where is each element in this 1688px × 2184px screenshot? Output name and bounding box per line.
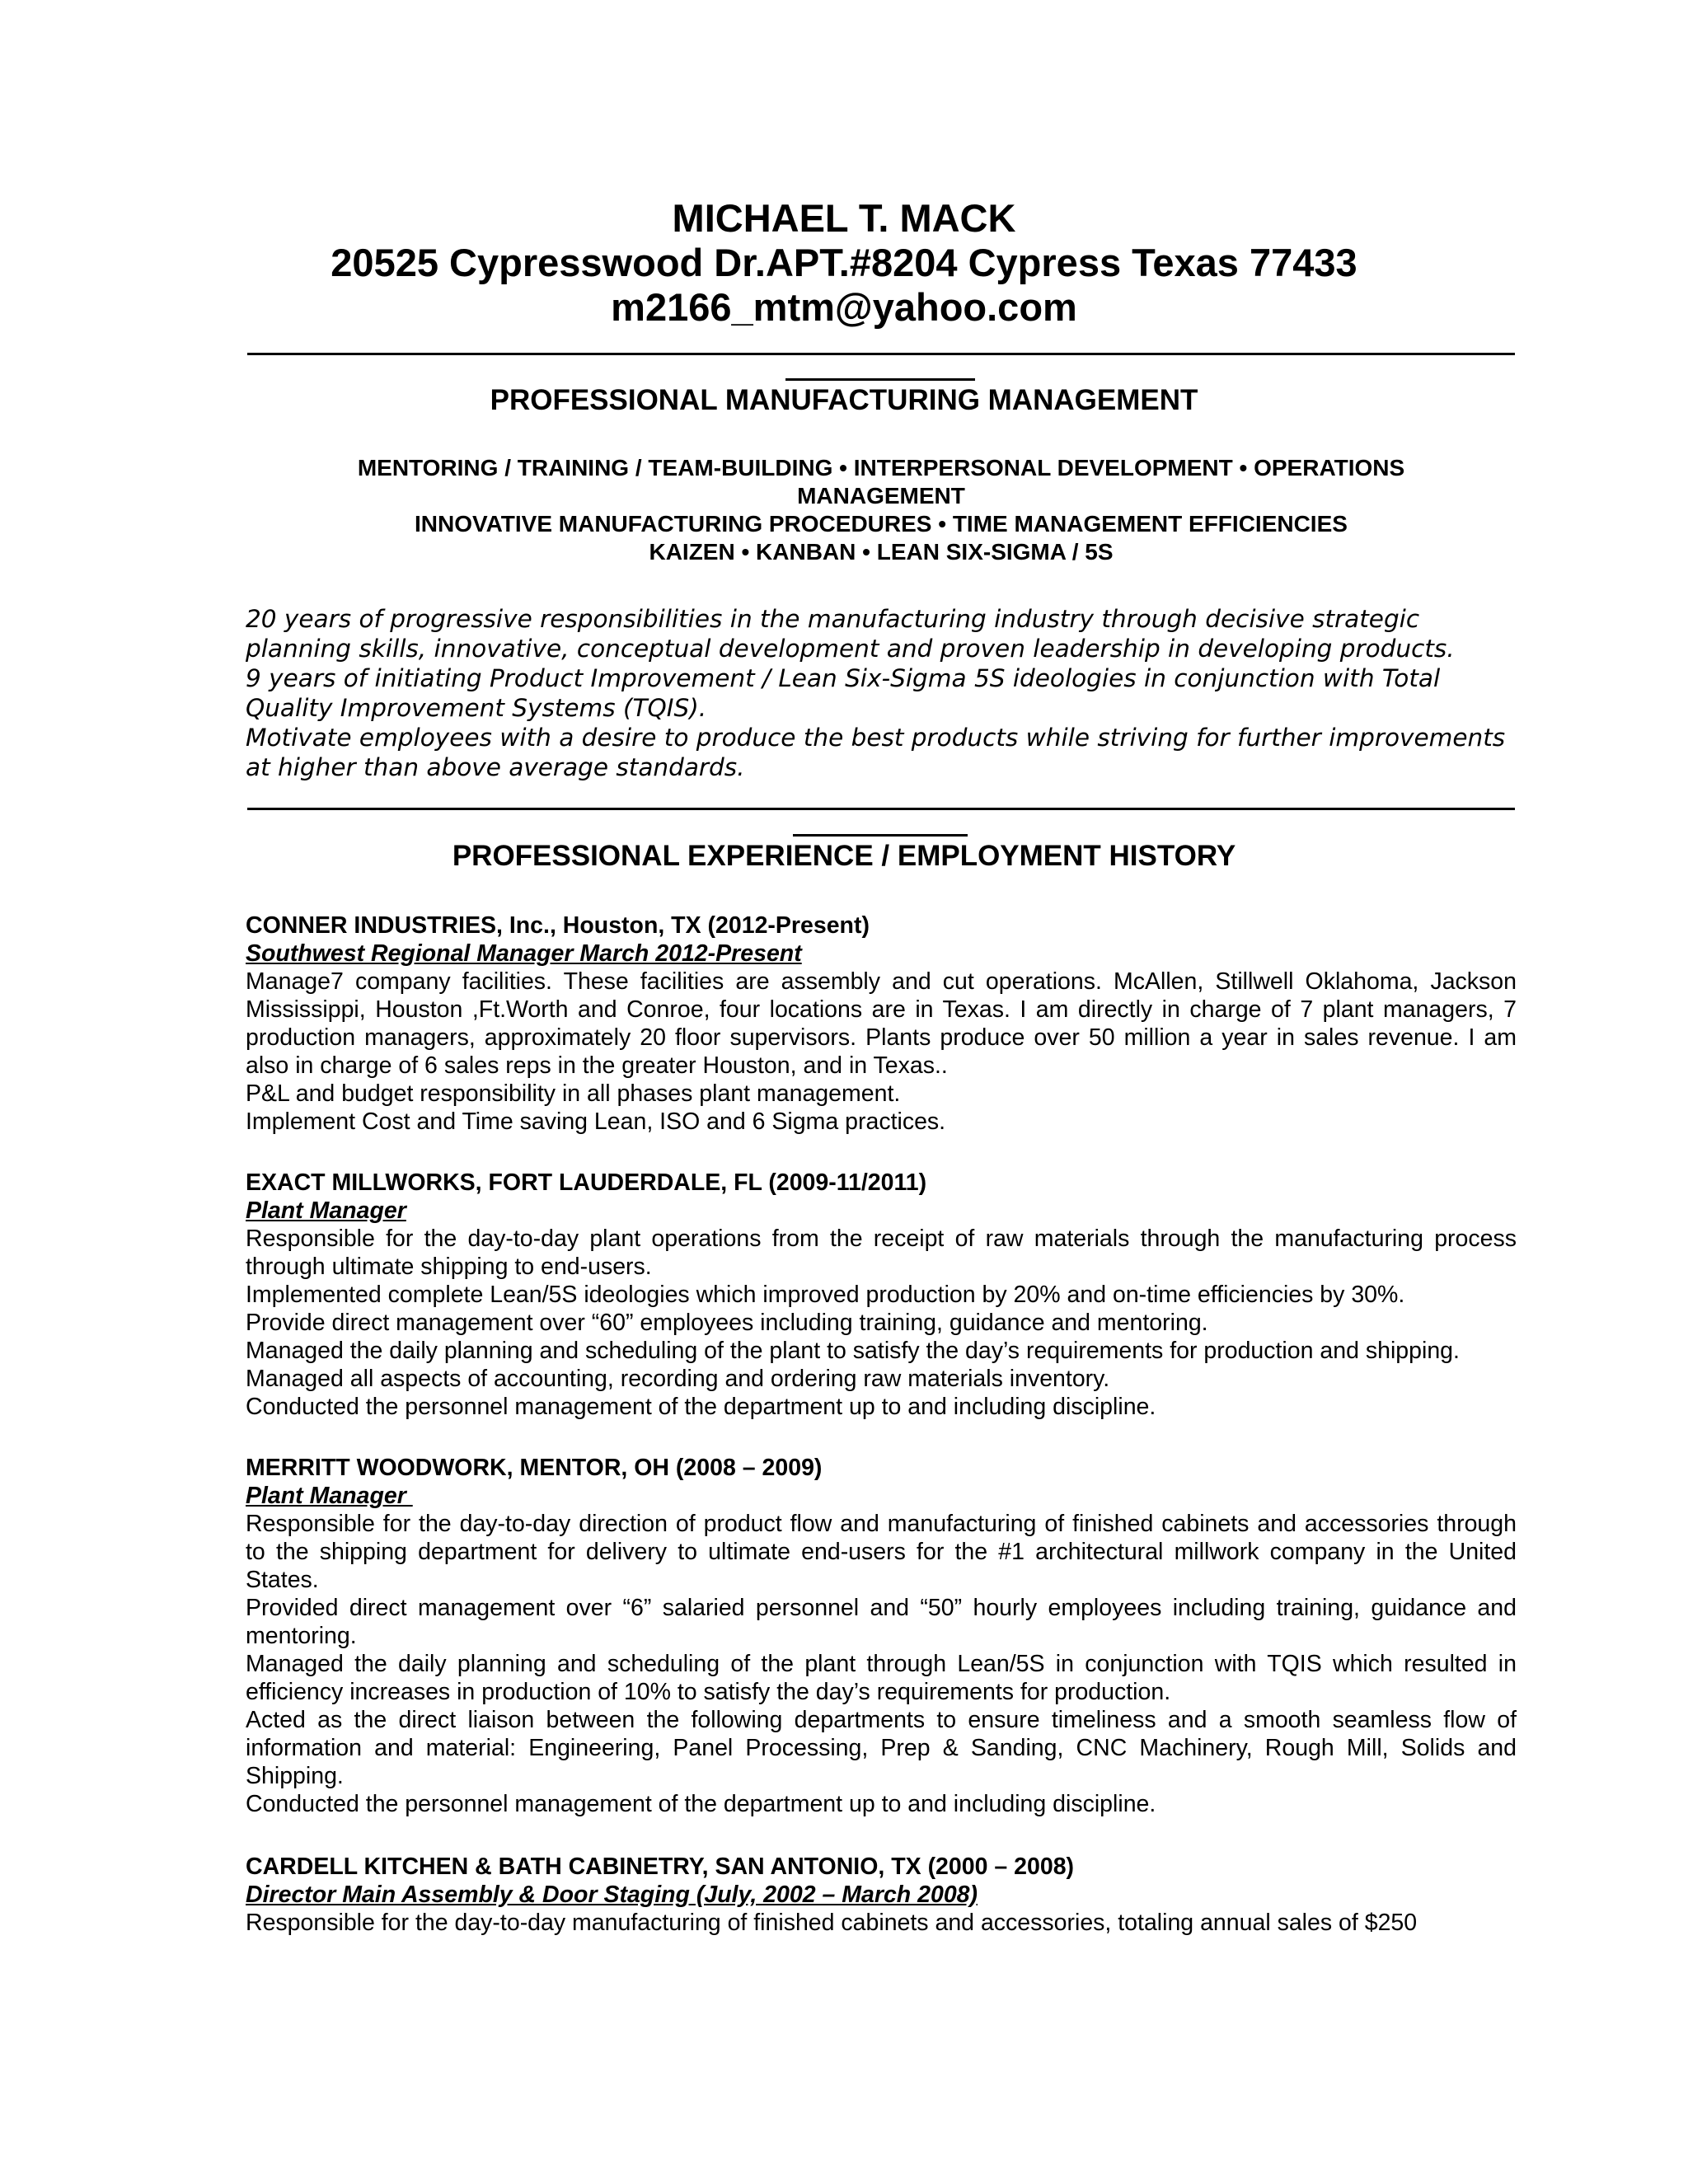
summary: [246, 604, 1531, 782]
job-description: Provided direct management over “6” salaried personnel and “50” hourly employees including training, guidance and mentoring.: [246, 1595, 1517, 1649]
job-description: Conducted the personnel management of the department up to and including discipline.: [246, 1791, 1156, 1817]
section-title-manufacturing: PROFESSIONAL MANUFACTURING MANAGEMENT: [490, 384, 1198, 416]
job-description: Manage7 company facilities. These facilities are assembly and cut operations. McAllen, Stillwell Oklahoma, Jackson Mississippi, Houston ,Ft.Worth and Conroe, four locations are in Texas. I am directly in charge of 7 plant managers, 7 production managers, approximately 20 floor supervisors. Plants produce over 50 million a year in sales revenue. I am also in charge of 6 sales reps in the greater Houston, and in Texas..: [246, 968, 1517, 1079]
job-description: Managed the daily planning and scheduling of the plant to satisfy the day’s requirements for production and shipping.: [246, 1338, 1460, 1364]
candidate-name: MICHAEL T. MACK: [672, 196, 1016, 240]
summary-paragraph: Motivate employees with a desire to produce the best products while striving for further improvements at higher than above average standards.: [246, 724, 1506, 781]
job-description: Managed the daily planning and scheduling of the plant through Lean/5S in conjunction with TQIS which resulted in efficiency increases in production of 10% to satisfy the day’s requirements for production.: [246, 1651, 1517, 1705]
job-conner: [246, 912, 1517, 1136]
summary-divider: [247, 808, 1515, 810]
job-description: Acted as the direct liaison between the following departments to ensure timeliness and a smooth seamless flow of information and material: Engineering, Panel Processing, Prep & Sanding, CNC Machinery, Rough Mill, Solids and Shipping.: [246, 1707, 1517, 1789]
job-company: CARDELL KITCHEN & BATH CABINETRY, SAN ANTONIO, TX (2000 – 2008): [246, 1854, 1075, 1880]
job-company: CONNER INDUSTRIES, Inc., Houston, TX (2012-Present): [246, 912, 870, 939]
summary-paragraph: 9 years of initiating Product Improvement / Lean Six-Sigma 5S ideologies in conjunction with Total Quality Improvement Systems (TQIS).: [246, 664, 1441, 722]
candidate-address: 20525 Cypresswood Dr.APT.#8204 Cypress Texas 77433: [331, 241, 1357, 284]
header-divider: [247, 353, 1515, 355]
job-description: Provide direct management over “60” employees including training, guidance and mentoring.: [246, 1310, 1208, 1336]
job-title: Plant Manager: [246, 1483, 413, 1509]
skills-row: MANAGEMENT: [797, 483, 965, 509]
job-merritt: [246, 1454, 1517, 1818]
job-description: Implement Cost and Time saving Lean, ISO and 6 Sigma practices.: [246, 1108, 946, 1135]
job-company: EXACT MILLWORKS, FORT LAUDERDALE, FL (2009-11/2011): [246, 1169, 927, 1196]
job-title: Director Main Assembly & Door Staging (July, 2002 – March 2008): [246, 1882, 978, 1908]
job-description: Responsible for the day-to-day plant operations from the receipt of raw materials through the manufacturing process through ultimate shipping to end-users.: [246, 1226, 1517, 1280]
resume-header: [0, 196, 1688, 330]
candidate-email: m2166_mtm@yahoo.com: [611, 285, 1077, 329]
section-short-rule: [785, 378, 975, 381]
job-description: Responsible for the day-to-day manufacturing of finished cabinets and accessories, totaling annual sales of $250: [246, 1910, 1418, 1936]
job-description: P&L and budget responsibility in all phases plant management.: [246, 1080, 901, 1107]
skills-row: KAIZEN • KANBAN • LEAN SIX-SIGMA / 5S: [649, 539, 1114, 565]
job-cardell: [246, 1853, 1517, 1937]
section-title-experience: PROFESSIONAL EXPERIENCE / EMPLOYMENT HISTORY: [452, 840, 1236, 872]
skills-row: INNOVATIVE MANUFACTURING PROCEDURES • TIME MANAGEMENT EFFICIENCIES: [415, 511, 1348, 537]
job-exact: [246, 1169, 1517, 1421]
skills-row: MENTORING / TRAINING / TEAM-BUILDING • INTERPERSONAL DEVELOPMENT • OPERATIONS: [357, 455, 1405, 480]
job-description: Conducted the personnel management of the department up to and including discipline.: [246, 1394, 1156, 1420]
section-short-rule: [793, 834, 968, 837]
job-company: MERRITT WOODWORK, MENTOR, OH (2008 – 2009): [246, 1455, 823, 1481]
skills-list: [247, 454, 1515, 566]
job-title: Plant Manager: [246, 1197, 406, 1224]
job-description: Responsible for the day-to-day direction of product flow and manufacturing of finished cabinets and accessories through to the shipping department for delivery to ultimate end-users for the #1 architectural millwork company in the United States.: [246, 1511, 1517, 1593]
summary-paragraph: 20 years of progressive responsibilities in the manufacturing industry through decisive strategic planning skills, innovative, conceptual development and proven leadership in developing products.: [246, 605, 1455, 663]
job-description: Implemented complete Lean/5S ideologies which improved production by 20% and on-time efficiencies by 30%.: [246, 1282, 1405, 1308]
job-title: Southwest Regional Manager March 2012-Present: [246, 940, 802, 967]
job-description: Managed all aspects of accounting, recording and ordering raw materials inventory.: [246, 1366, 1110, 1392]
